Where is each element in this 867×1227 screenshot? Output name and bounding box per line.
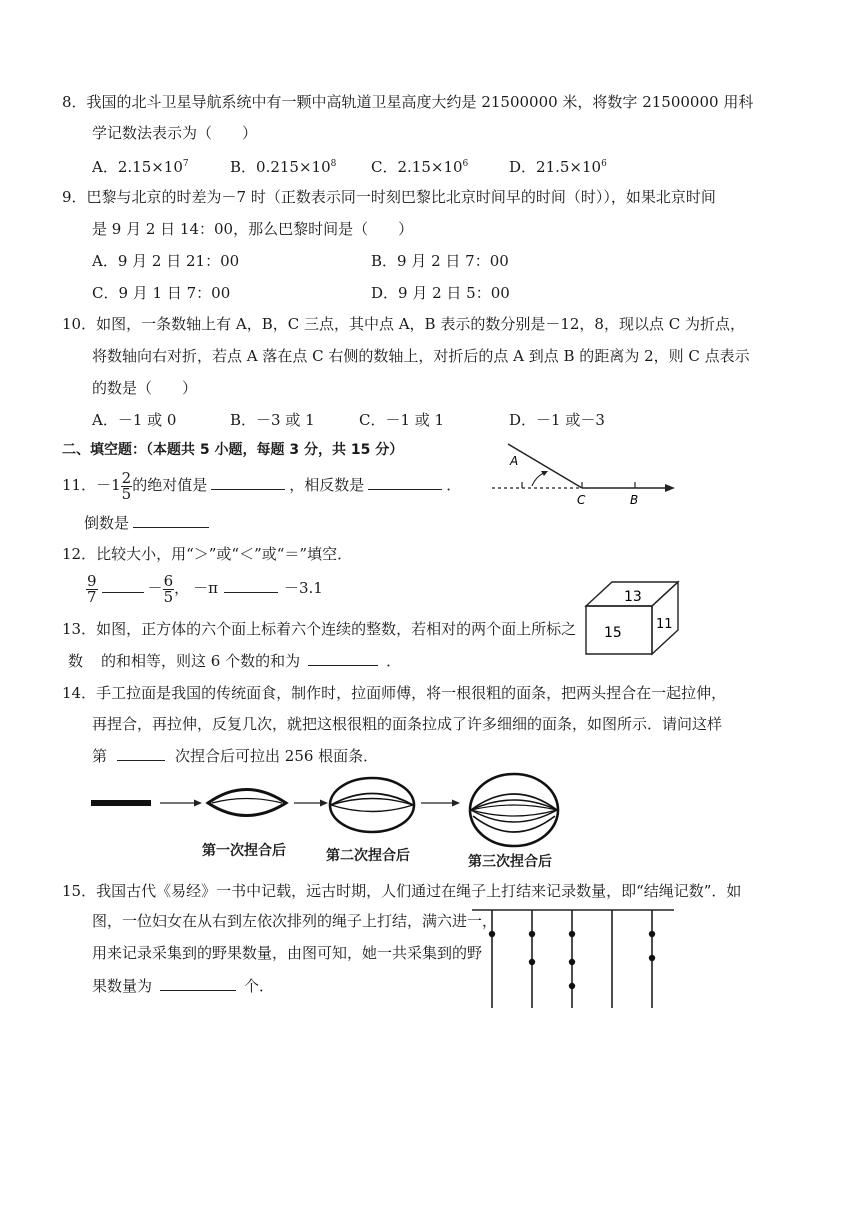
q10-line2: 将数轴向右对折，若点 A 落在点 C 右侧的数轴上，对折后的点 A 到点 B 的距离为 2，则 C 点表示	[92, 347, 750, 365]
q13-cube-top: 13	[624, 589, 642, 605]
q9-option-a: A．9 月 2 日 21：00	[92, 252, 240, 270]
q15-answer-blank[interactable]	[160, 976, 236, 991]
q11-answer-blank-3[interactable]	[133, 513, 209, 528]
q11-fraction: $\frac{2}{5}$	[121, 468, 132, 503]
rope-knot	[649, 955, 655, 961]
q10-numberline-figure	[480, 438, 690, 508]
q12-fraction-2: $\frac{6}{5}$	[163, 571, 174, 606]
q15-rope-figure	[470, 904, 680, 1014]
q12-answer-blank-2[interactable]	[224, 578, 278, 593]
q15-line2: 图，一位妇女在从右到左依次排列的绳子上打结，满六进一，	[92, 912, 498, 930]
q8-option-b: B．$0.215\times 10^8$	[230, 158, 337, 176]
rope-knot	[569, 959, 575, 965]
rope-knot	[529, 931, 535, 937]
q9-line2: 是 9 月 2 日 14：00，那么巴黎时间是（ ）	[92, 220, 414, 238]
q10-line3: 的数是（ ）	[92, 379, 198, 397]
q8-option-d: D．$21.5\times 10^6$	[509, 158, 607, 176]
q9-option-c: C．9 月 1 日 7：00	[92, 284, 231, 302]
q15-line3: 用来记录采集到的野果数量，由图可知，她一共采集到的野	[92, 944, 483, 962]
q9-option-b: B．9 月 2 日 7：00	[371, 252, 509, 270]
q12-line1: 12．比较大小，用“＞”或“＜”或“＝”填空．	[62, 545, 353, 563]
q13-cube-side: 11	[656, 617, 673, 632]
q10-fig-label-c: C	[577, 493, 586, 507]
q14-line2: 再捏合，再拉伸，反复几次，就把这根很粗的面条拉成了许多细细的面条，如图所示．请问这样	[92, 715, 723, 733]
q10-option-d: D．－1 或－3	[509, 411, 605, 429]
q9-option-d: D．9 月 2 日 5：00	[371, 284, 510, 302]
q14-line3: 第 次捏合后可拉出 256 根面条．	[92, 747, 379, 765]
rope-knot	[489, 931, 495, 937]
q12-fraction-1: $\frac{9}{7}$	[87, 571, 97, 606]
section2-title: 二、填空题：（本题共 5 小题，每题 3 分，共 15 分）	[62, 442, 404, 458]
q11-line1: 11．－1 $\frac{2}{5}$ 的绝对值是 ，相反数是 ．	[62, 468, 462, 503]
q14-answer-blank[interactable]	[117, 746, 165, 761]
q10-fig-label-a: A	[510, 454, 519, 468]
q10-option-a: A．－1 或 0	[92, 411, 177, 429]
q14-caption-3: 第三次捏合后	[468, 854, 552, 870]
q13-line2: 数 的和相等，则这 6 个数的和为 ．	[68, 652, 402, 670]
q11-line2: 倒数是	[84, 513, 209, 532]
q13-cube-figure	[582, 576, 682, 658]
q14-line1: 14．手工拉面是我国的传统面食，制作时，拉面师傅，将一根很粗的面条，把两头捏合在一起拉伸，	[62, 684, 727, 702]
rope-knot	[569, 983, 575, 989]
q10-line1: 10．如图，一条数轴上有 A，B，C 三点，其中点 A，B 表示的数分别是－12，8，现以点 C 为折点，	[62, 315, 745, 333]
q10-fig-label-b: B	[630, 493, 639, 507]
q15-line1: 15．我国古代《易经》一书中记载，远古时期，人们通过在绳子上打结来记录数量，即“结绳记数”．如	[62, 882, 742, 900]
q10-option-c: C．－1 或 1	[359, 411, 445, 429]
q8-option-c: C．$2.15\times 10^6$	[371, 158, 469, 176]
q15-line4: 果数量为 个．	[92, 977, 275, 995]
rope-knot	[569, 931, 575, 937]
q13-cube-front: 15	[604, 625, 622, 641]
q14-caption-1: 第一次捏合后	[202, 843, 286, 859]
q13-line1: 13．如图，正方体的六个面上标着六个连续的整数，若相对的两个面上所标之	[62, 620, 577, 638]
q8-line2: 学记数法表示为（ ）	[92, 124, 258, 142]
q12-comparison-row: $\frac{9}{7}$ － $\frac{6}{5}$ ， －π －3.1	[87, 571, 323, 606]
rope-knot	[529, 959, 535, 965]
q8-line1: 8．我国的北斗卫星导航系统中有一颗中高轨道卫星高度大约是 21500000 米，将数字 21500000 用科	[62, 93, 754, 111]
q13-answer-blank[interactable]	[308, 651, 378, 666]
q9-line1: 9．巴黎与北京的时差为－7 时（正数表示同一时刻巴黎比北京时间早的时间（时）），如果北京时间	[62, 188, 716, 206]
q12-answer-blank-1[interactable]	[102, 578, 144, 593]
rope-knot	[649, 931, 655, 937]
q10-option-b: B．－3 或 1	[230, 411, 315, 429]
q14-caption-2: 第二次捏合后	[326, 848, 410, 864]
q11-number: 11．－1	[62, 476, 121, 494]
q11-answer-blank-2[interactable]	[368, 475, 442, 490]
q11-answer-blank-1[interactable]	[211, 475, 285, 490]
q8-option-a: A．$2.15\times 10^7$	[92, 158, 189, 176]
